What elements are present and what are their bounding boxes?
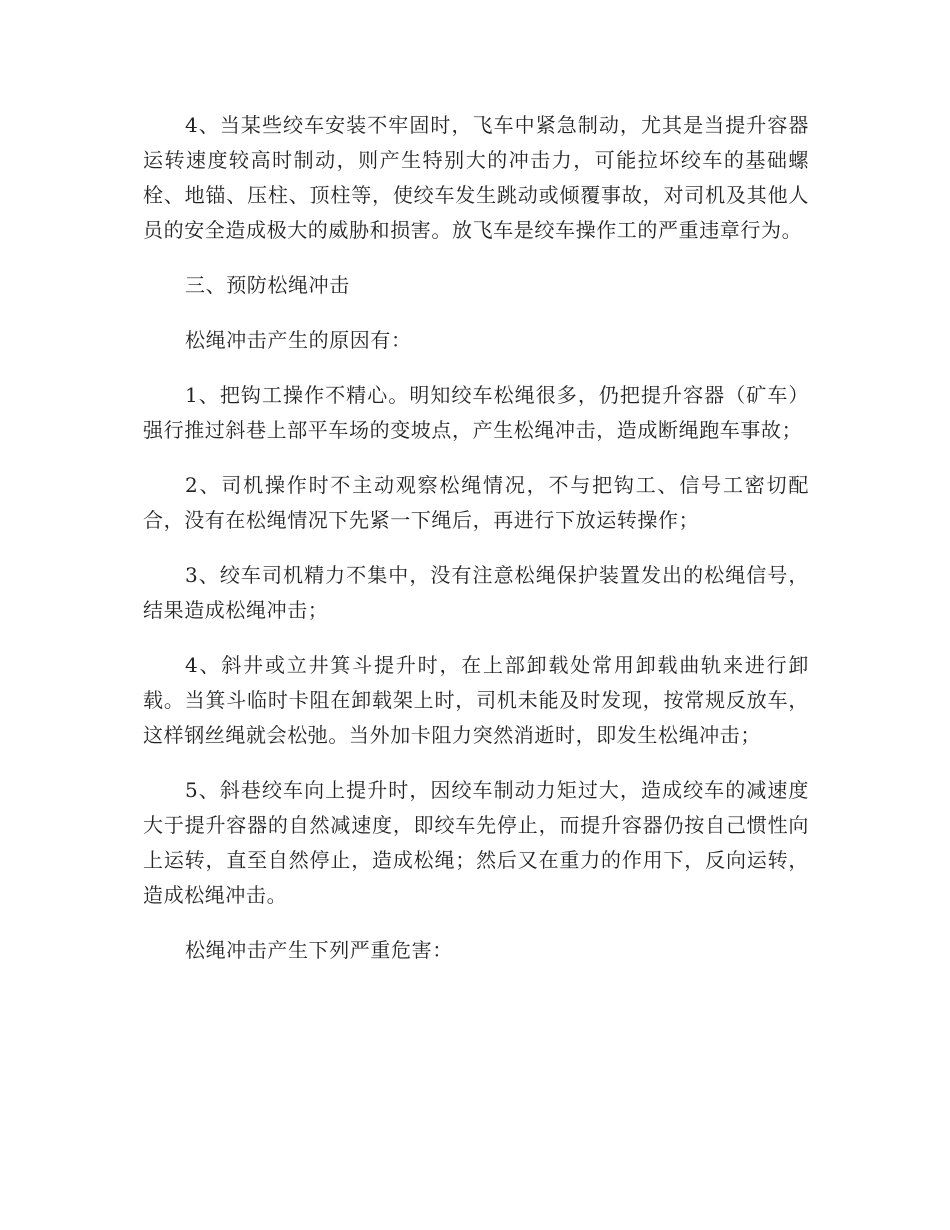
section-heading-slack-rope: 三、预防松绳冲击	[185, 273, 350, 297]
paragraph-cause-5: 5、斜巷绞车向上提升时，因绞车制动力矩过大，造成绞车的减速度大于提升容器的自然减速度，即绞车先停止，而提升容器仍按自己惯性向上运转，直至自然停止，造成松绳；然后又在重力的作用下，反向运转，造成松绳冲击。	[143, 778, 809, 907]
paragraph-causes-intro: 松绳冲击产生的原因有：	[185, 328, 412, 352]
paragraph-hazards-intro: 松绳冲击产生下列严重危害：	[185, 938, 453, 962]
paragraph-cause-3: 3、绞车司机精力不集中，没有注意松绳保护装置发出的松绳信号，结果造成松绳冲击；	[143, 563, 809, 622]
paragraph-flying-car-item-4: 4、当某些绞车安装不牢固时，飞车中紧急制动，尤其是当提升容器运转速度较高时制动，则产生特别大的冲击力，可能拉坏绞车的基础螺栓、地锚、压柱、顶柱等，使绞车发生跳动或倾覆事故，对司机及其他人员的安全造成极大的威胁和损害。放飞车是绞车操作工的严重违章行为。	[143, 113, 809, 242]
paragraph-cause-1: 1、把钩工操作不精心。明知绞车松绳很多，仍把提升容器（矿车）强行推过斜巷上部平车场的变坡点，产生松绳冲击，造成断绳跑车事故；	[143, 383, 809, 442]
document-page	[143, 108, 809, 988]
paragraph-cause-2: 2、司机操作时不主动观察松绳情况，不与把钩工、信号工密切配合，没有在松绳情况下先紧一下绳后，再进行下放运转操作；	[143, 473, 809, 532]
paragraph-cause-4: 4、斜井或立井箕斗提升时，在上部卸载处常用卸载曲轨来进行卸载。当箕斗临时卡阻在卸载架上时，司机未能及时发现，按常规反放车，这样钢丝绳就会松弛。当外加卡阻力突然消逝时，即发生松绳冲击；	[143, 653, 809, 747]
